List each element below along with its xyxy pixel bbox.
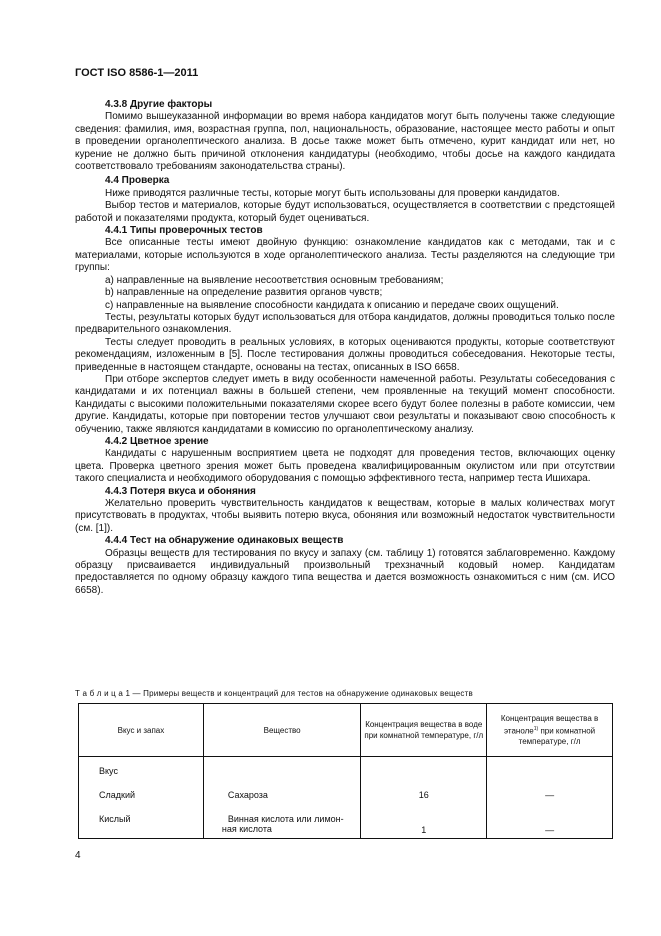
paragraph: Помимо вышеуказанной информации во время набора кандидатов могут быть получены также следующие сведения: фамилия, имя, возрастная группа, пол, национальность, образование, настоящее место работы и опыт в проведении органолептического анализа. В досье также может быть отмечено, курит кандидат или нет, но курение не должно быть причиной отклонения кандидатуры (необходимо, чтобы досье на каждого кандидата соответствовало требованиям законодательства страны). [75, 111, 615, 173]
section-heading-4-4-3: 4.4.3 Потеря вкуса и обоняния [105, 485, 256, 497]
list-item: c) направленные на выявление способности кандидата к описанию и передаче своих ощущений. [105, 299, 559, 311]
cell-substance-line: ная кислота [221, 824, 272, 834]
section-heading-4-4: 4.4 Проверка [105, 175, 170, 187]
cell-taste: Кислый [79, 808, 204, 838]
paragraph: Тесты, результаты которых будут использоваться для отбора кандидатов, должны проводиться только после предварительного ознакомления. [75, 311, 615, 336]
header-text: при комнатной температуре, г/л [518, 726, 596, 747]
column-header-ethanol-concentration [487, 704, 613, 757]
list-item: b) направленные на определение развития органов чувств; [105, 287, 383, 299]
section-heading-4-4-4: 4.4.4 Тест на обнаружение одинаковых веществ [105, 535, 344, 547]
cell-substance-line: Винная кислота или лимон- [227, 814, 344, 824]
paragraph: Выбор тестов и материалов, которые будут использоваться, осуществляется в соответствии с предстоящей работой и показателями продукта, который будет оцениваться. [75, 200, 615, 224]
column-header-substance: Вещество [203, 704, 360, 757]
substances-table [78, 703, 613, 839]
page-number: 4 [75, 850, 81, 861]
paragraph: Желательно проверить чувствительность кандидатов к веществам, которые в малых количествах могут присутствовать в продуктах, чтобы выявить потерю вкуса, обоняния или возможный недостаток чувствительности (см. [1]). [75, 498, 615, 534]
section-heading-4-4-2: 4.4.2 Цветное зрение [105, 435, 209, 447]
document-header: ГОСТ ISO 8586-1—2011 [75, 67, 199, 79]
cell-ethanol: — [487, 808, 613, 838]
cell-substance [203, 808, 360, 838]
table-group-row [79, 757, 613, 785]
table-caption: Т а б л и ц а 1 — Примеры веществ и концентраций для тестов на обнаружение одинаковых веществ [75, 689, 473, 698]
column-header-taste: Вкус и запах [79, 704, 204, 757]
paragraph: Кандидаты с нарушенным восприятием цвета не подходят для проведения тестов, включающих оценку цвета. Проверка цветного зрения может быть проведена квалифицированным окулистом или при отсутствии такого специалиста и необходимого оборудования с помощью эффективного теста, например теста Ишихара. [75, 448, 615, 485]
paragraph: Ниже приводятся различные тесты, которые могут быть использованы для проверки кандидатов. [105, 187, 560, 199]
table-row [79, 808, 613, 838]
document-body [75, 99, 615, 597]
group-label: Вкус [79, 757, 204, 785]
footnote-mark: 1) [533, 725, 539, 732]
paragraph: Образцы веществ для тестирования по вкусу и запаху (см. таблицу 1) готовятся заблаговременно. Каждому образцу присваивается индивидуальный произвольный трехзначный кодовый номер. Кандидатам предоставляется по одному образцу каждого типа вещества и дается возможность ознакомиться с ним (см. ИСО 6658). [75, 547, 615, 596]
list-item: a) направленные на выявление несоответствия основным требованиям; [105, 274, 444, 286]
paragraph: Все описанные тесты имеют двойную функцию: ознакомление кандидатов как с методами, так и с материалами, которые используются в ходе органолептического анализа. Тесты разделяются на следующие три группы: [75, 237, 615, 274]
cell-ethanol: — [487, 784, 613, 808]
section-heading-4-3-8: 4.3.8 Другие факторы [105, 99, 213, 110]
header-text: Концентрация вещества в этаноле [500, 713, 599, 736]
paragraph: Тесты следует проводить в реальных условиях, в которых оцениваются продукты, которые соответствуют рекомендациям, изложенным в [5]. После тестирования должны проводиться собеседования. Некоторые тесты, приведенные в настоящем стандарте, основаны на тестах, описанных в ISO 6658. [75, 336, 615, 373]
cell-water: 1 [361, 808, 487, 838]
table-header-row [79, 704, 613, 757]
section-heading-4-4-1: 4.4.1 Типы проверочных тестов [105, 225, 263, 237]
paragraph: При отборе экспертов следует иметь в виду особенности намеченной работы. Результаты собеседования с кандидатами и их потенциал важны в большей степени, чем проявленные на текущий момент способности. Кандидаты с высокими положительными показателями скорее всего будут более полезны в работе комиссии, чем другие. Кандидаты, которые при повторении тестов улучшают свои результаты и показывают свою способность к обучению, также являются кандидатами в комиссию по органолептическому анализу. [75, 373, 615, 435]
cell-substance: Сахароза [203, 784, 360, 808]
cell-taste: Сладкий [79, 784, 204, 808]
column-header-water-concentration: Концентрация вещества в воде при комнатной температуре, г/л [361, 704, 487, 757]
table-row [79, 784, 613, 808]
cell-water: 16 [361, 784, 487, 808]
